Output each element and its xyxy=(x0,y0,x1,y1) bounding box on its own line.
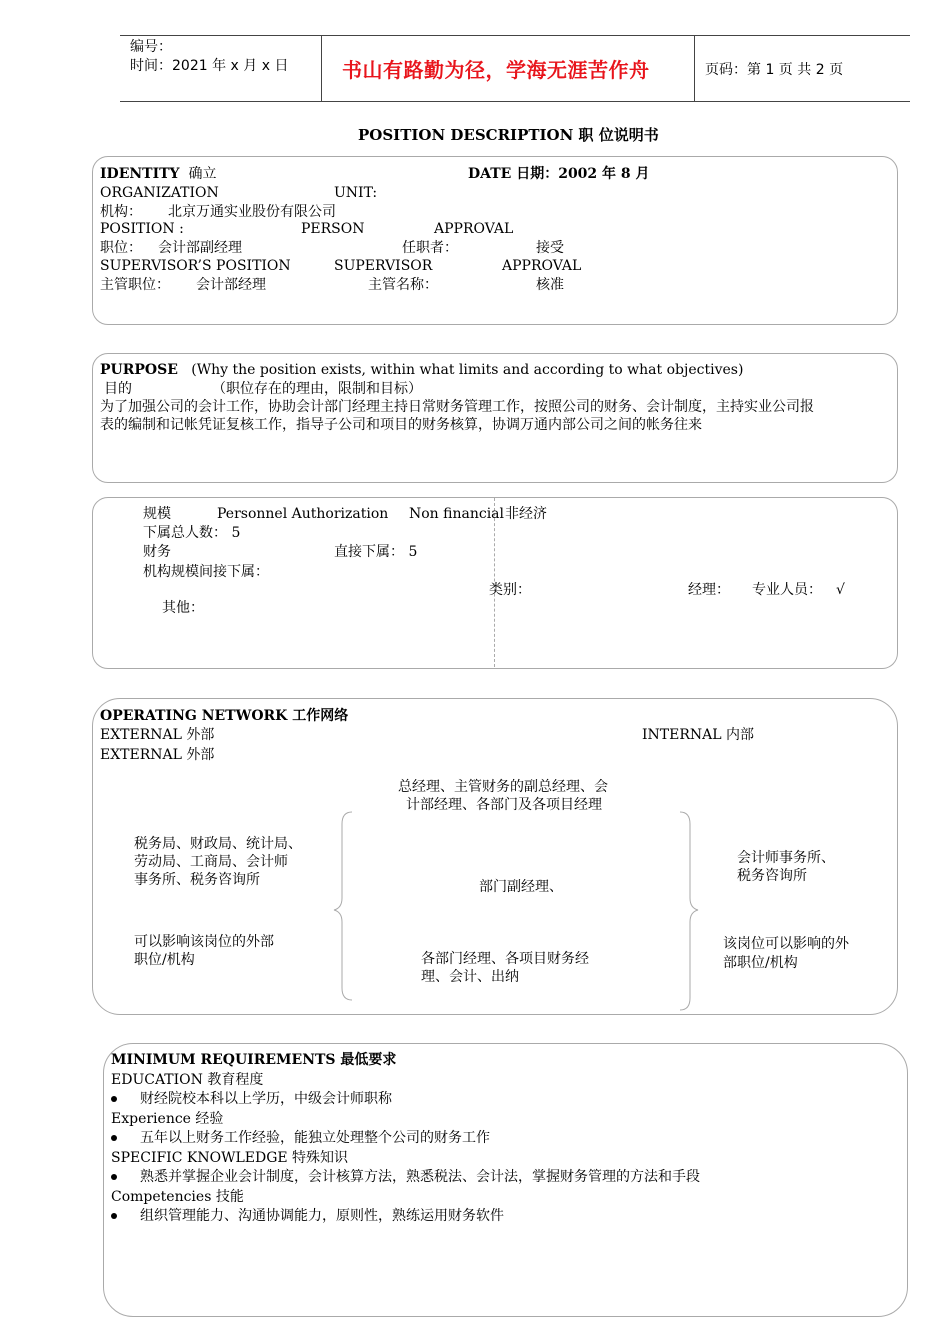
personnel-authorization-label: Personnel Authorization xyxy=(217,506,389,522)
education-bullet xyxy=(111,1096,117,1102)
organization-value: 北京万通实业股份有限公司 xyxy=(168,204,336,220)
supervisor-position-label-en: SUPERVISOR’S POSITION xyxy=(100,258,291,274)
others-label: 其他： xyxy=(162,600,204,616)
time-label: 时间：2021 年 x 月 x 日 xyxy=(130,58,289,74)
finance-label: 财务 xyxy=(143,544,171,560)
organization-label-cn: 机构： xyxy=(100,204,142,220)
network-left-line2: 劳动局、工商局、会计师 xyxy=(134,854,288,870)
header-bottom-rule xyxy=(120,101,910,102)
network-center: 部门副经理、 xyxy=(479,879,563,895)
specialist-check-mark: √ xyxy=(836,582,845,598)
serial-label: 编号： xyxy=(130,39,172,55)
knowledge-label: SPECIFIC KNOWLEDGE 特殊知识 xyxy=(111,1150,349,1166)
direct-subordinates: 直接下属： 5 xyxy=(334,544,418,560)
network-left-line1: 税务局、财政局、统计局、 xyxy=(134,836,302,852)
non-financial-label-cn: 非经济 xyxy=(505,506,547,522)
specialist-label: 专业人员： xyxy=(752,582,822,598)
knowledge-bullet xyxy=(111,1174,117,1180)
knowledge-item: 熟悉并掌握企业会计制度，会计核算方法，熟悉税法、会计法，掌握财务管理的方法和手段 xyxy=(140,1169,700,1185)
purpose-body-line1: 为了加强公司的会计工作，协助会计部门经理主持日常财务管理工作，按照公司的财务、会计制度，主持实业公司报 xyxy=(100,399,814,415)
network-top-line2: 计部经理、各部门及各项目经理 xyxy=(406,797,602,813)
education-item: 财经院校本科以上学历，中级会计师职称 xyxy=(140,1091,392,1107)
supervisor-label-en: SUPERVISOR xyxy=(334,258,433,274)
supervisor-position-label-cn: 主管职位： xyxy=(100,277,170,293)
network-center-bottom-line2: 理、会计、出纳 xyxy=(421,969,519,985)
header-divider-left xyxy=(321,35,322,101)
purpose-heading-cn: 目的 xyxy=(104,381,132,397)
requirements-heading: MINIMUM REQUIREMENTS 最低要求 xyxy=(111,1052,397,1068)
incumbent-label: 任职者： xyxy=(402,240,458,256)
experience-item: 五年以上财务工作经验，能独立处理整个公司的财务工作 xyxy=(140,1130,490,1146)
purpose-heading xyxy=(100,361,743,379)
scale-label: 规模 xyxy=(143,506,171,522)
approve-label: 核准 xyxy=(536,277,564,293)
header-top-rule xyxy=(120,35,910,36)
competencies-label: Competencies 技能 xyxy=(111,1189,244,1205)
manager-label: 经理： xyxy=(688,582,730,598)
experience-label: Experience 经验 xyxy=(111,1111,224,1127)
network-left-bottom-line2: 职位/机构 xyxy=(134,952,195,968)
external-label-1: EXTERNAL 外部 xyxy=(100,727,215,743)
identity-date: DATE 日期：2002 年 8 月 xyxy=(468,166,650,182)
document-title: POSITION DESCRIPTION 职 位说明书 xyxy=(358,126,659,144)
category-label: 类别： xyxy=(489,582,531,598)
internal-label: INTERNAL 内部 xyxy=(642,727,754,743)
external-label-2: EXTERNAL 外部 xyxy=(100,747,215,763)
position-label-en: POSITION : xyxy=(100,221,184,237)
total-subordinates: 下属总人数： 5 xyxy=(143,525,241,541)
approval-label-en: APPROVAL xyxy=(434,221,514,237)
network-right-line2: 税务咨询所 xyxy=(737,868,807,884)
purpose-heading-en: PURPOSE xyxy=(100,362,178,378)
network-right-bottom-line2: 部职位/机构 xyxy=(723,955,798,971)
position-label-cn: 职位： xyxy=(100,240,142,256)
non-financial-label: Non financial xyxy=(409,506,505,522)
accept-label: 接受 xyxy=(536,240,564,256)
unit-label-en: UNIT: xyxy=(334,185,378,201)
identity-heading-cn: 确立 xyxy=(188,166,217,182)
supervisor-name-label: 主管名称： xyxy=(368,277,438,293)
network-right-line1: 会计师事务所、 xyxy=(737,850,835,866)
identity-heading-en: IDENTITY xyxy=(100,166,180,182)
network-right-bottom-line1: 该岗位可以影响的外 xyxy=(723,936,849,952)
supervisor-position-value: 会计部经理 xyxy=(196,277,266,293)
network-top-line1: 总经理、主管财务的副总经理、会 xyxy=(398,779,608,795)
network-center-bottom-line1: 各部门经理、各项目财务经 xyxy=(421,951,589,967)
purpose-body-line2: 表的编制和记帐凭证复核工作，指导子公司和项目的财务核算，协调万通内部公司之间的帐务往来 xyxy=(100,417,702,433)
indirect-scale-label: 机构规模间接下属： xyxy=(143,564,269,580)
purpose-desc-cn: （职位存在的理由，限制和目标） xyxy=(212,381,422,397)
header-motto: 书山有路勤为径，学海无涯苦作舟 xyxy=(342,58,650,82)
organization-label-en: ORGANIZATION xyxy=(100,185,219,201)
network-left-bottom-line1: 可以影响该岗位的外部 xyxy=(134,934,274,950)
education-label: EDUCATION 教育程度 xyxy=(111,1072,264,1088)
header-divider-right xyxy=(694,35,695,101)
purpose-desc-en: (Why the position exists, within what limits and according to what objectives) xyxy=(191,362,744,378)
competencies-bullet xyxy=(111,1213,117,1219)
identity-heading xyxy=(100,165,216,183)
competencies-item: 组织管理能力、沟通协调能力，原则性，熟练运用财务软件 xyxy=(140,1208,504,1224)
page-info: 页码：第 1 页 共 2 页 xyxy=(705,62,844,78)
approval2-label-en: APPROVAL xyxy=(502,258,582,274)
position-value: 会计部副经理 xyxy=(158,240,242,256)
person-label-en: PERSON xyxy=(301,221,365,237)
network-heading: OPERATING NETWORK 工作网络 xyxy=(100,708,349,724)
network-left-line3: 事务所、税务咨询所 xyxy=(134,872,260,888)
experience-bullet xyxy=(111,1135,117,1141)
